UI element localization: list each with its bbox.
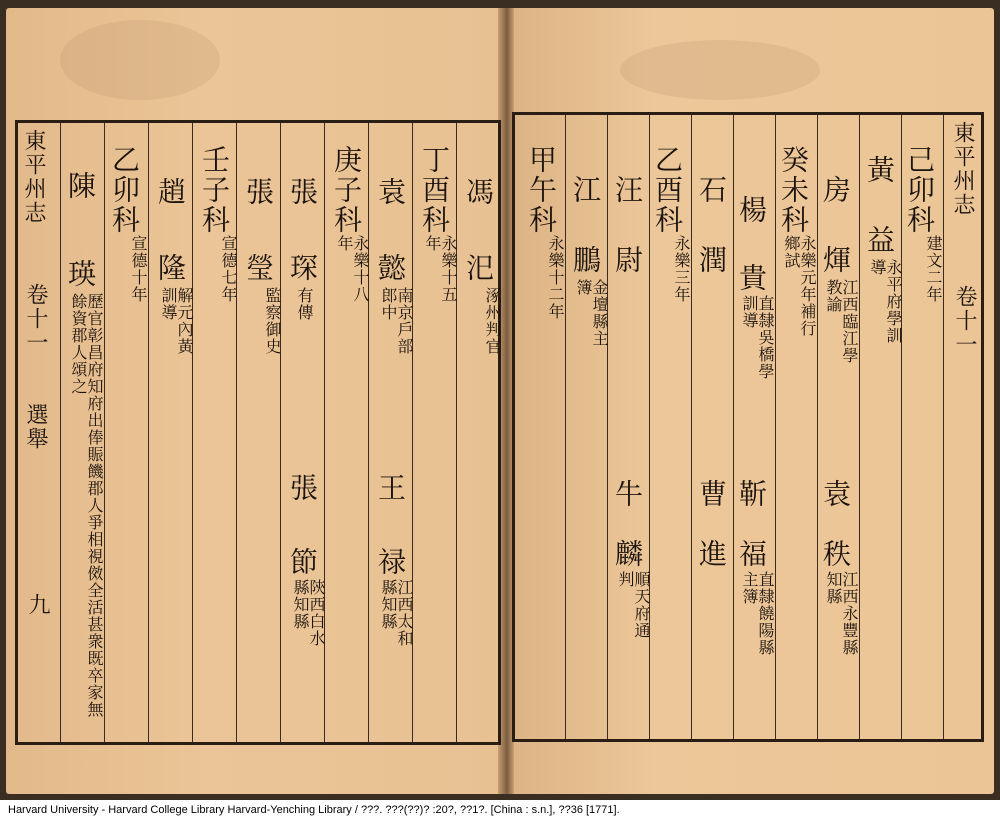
entry-given-name-2: 節	[286, 547, 319, 577]
entry-surname: 張	[286, 177, 319, 207]
entry-given-name: 煇	[819, 245, 852, 275]
entry-surname: 黃	[863, 155, 896, 185]
entry-given-name: 隆	[154, 253, 187, 283]
exam-year-note: 永樂十五年	[423, 235, 458, 303]
entry-given-name-2: 麟	[611, 539, 644, 569]
exam-year-heading: 丁酉科	[418, 145, 451, 235]
entry-surname: 江	[569, 175, 602, 205]
column-rule	[236, 123, 237, 742]
exam-year-heading: 甲午科	[525, 145, 558, 235]
left-margin-page: 九	[25, 593, 50, 617]
entry-surname-2: 曹	[695, 479, 728, 509]
entry-given-name: 琛	[286, 253, 319, 283]
exam-year-heading: 庚子科	[330, 145, 363, 235]
exam-year-note: 永樂十八年	[335, 235, 370, 303]
entry-office: 南京戶部郎中	[379, 287, 414, 355]
column-rule	[859, 115, 860, 739]
column-rule	[324, 123, 325, 742]
right-margin-title: 東平州志	[950, 121, 975, 217]
entry-surname: 楊	[735, 195, 768, 225]
column-rule	[104, 123, 105, 742]
entry-office: 直隸吳橋學訓導	[740, 295, 775, 380]
left-margin-volume: 卷十一	[23, 283, 48, 355]
entry-surname: 趙	[154, 177, 187, 207]
column-rule	[148, 123, 149, 742]
entry-office-2: 江西太和縣知縣	[379, 579, 414, 647]
entry-surname-2: 張	[286, 473, 319, 503]
entry-office: 江西臨江學教諭	[824, 279, 859, 364]
entry-surname-2: 袁	[819, 479, 852, 509]
entry-office: 涿州判官	[483, 287, 502, 355]
entry-given-name: 潤	[695, 245, 728, 275]
exam-year-heading: 乙酉科	[651, 145, 684, 235]
entry-surname: 袁	[374, 177, 407, 207]
right-margin-volume: 卷十一	[952, 285, 977, 357]
banner-divider	[943, 115, 944, 739]
paper-stain	[60, 20, 220, 100]
column-rule	[565, 115, 566, 739]
entry-given-name: 瑛	[64, 259, 97, 289]
column-rule	[901, 115, 902, 739]
column-rule	[649, 115, 650, 739]
entry-note: 有傳	[295, 287, 314, 321]
entry-surname: 張	[242, 177, 275, 207]
entry-office-2: 直隸饒陽縣主簿	[740, 571, 775, 656]
paper-stain	[620, 40, 820, 100]
column-rule	[412, 123, 413, 742]
column-rule	[456, 123, 457, 742]
entry-given-name-2: 福	[735, 539, 768, 569]
entry-given-name: 貴	[735, 263, 768, 293]
exam-year-note: 永樂元年補行鄉試	[782, 235, 817, 337]
column-rule	[733, 115, 734, 739]
library-caption: Harvard University - Harvard College Library Harvard-Yenching Library / ???. ???(??)? :20?, ??1?. [China : s.n.], ??36 [1771].	[8, 804, 620, 816]
entry-office: 金壇縣主簿	[574, 279, 609, 347]
entry-given-name: 尉	[611, 245, 644, 275]
entry-biography: 歷官彰昌府知府出俸賑饑郡人爭相視傚全活甚衆既卒家無餘資郡人頌之	[69, 293, 104, 718]
entry-office: 永平府學訓導	[868, 259, 903, 344]
exam-year-note: 宣德十年	[129, 235, 148, 303]
exam-year-note: 宣德七年	[219, 235, 238, 303]
exam-year-heading: 乙卯科	[108, 145, 141, 235]
entry-given-name: 汜	[462, 253, 495, 283]
left-text-frame	[15, 120, 501, 745]
entry-given-name-2: 進	[695, 539, 728, 569]
entry-office-2: 江西永豐縣知縣	[824, 571, 859, 656]
entry-given-name-2: 秩	[819, 539, 852, 569]
column-rule	[368, 123, 369, 742]
column-rule	[192, 123, 193, 742]
exam-year-note: 永樂三年	[672, 235, 691, 303]
exam-year-note: 永樂十二年	[546, 235, 565, 320]
banner-divider	[60, 123, 61, 742]
entry-surname-2: 靳	[735, 479, 768, 509]
entry-surname: 房	[819, 175, 852, 205]
column-rule	[691, 115, 692, 739]
column-rule	[775, 115, 776, 739]
left-margin-section: 選舉	[23, 403, 48, 451]
exam-year-heading: 癸未科	[777, 145, 810, 235]
entry-surname-2: 牛	[611, 479, 644, 509]
entry-given-name-2: 禄	[374, 547, 407, 577]
entry-given-name: 益	[863, 225, 896, 255]
column-rule	[280, 123, 281, 742]
entry-surname-2: 王	[374, 473, 407, 503]
entry-given-name: 瑩	[242, 253, 275, 283]
left-margin-title: 東平州志	[21, 129, 46, 225]
entry-office: 解元內黃訓導	[159, 287, 194, 355]
column-rule	[817, 115, 818, 739]
entry-office-2: 順天府通判	[616, 571, 651, 639]
entry-surname: 石	[695, 175, 728, 205]
entry-office-2: 陝西白水縣知縣	[291, 579, 326, 647]
column-rule	[607, 115, 608, 739]
exam-year-heading: 壬子科	[198, 145, 231, 235]
entry-office: 監察御史	[263, 287, 282, 355]
entry-given-name: 鵬	[569, 245, 602, 275]
entry-given-name: 懿	[374, 253, 407, 283]
exam-year-note: 建文二年	[924, 235, 943, 303]
exam-year-heading: 己卯科	[903, 145, 936, 235]
entry-surname: 馮	[462, 177, 495, 207]
entry-surname: 汪	[611, 175, 644, 205]
entry-surname: 陳	[64, 171, 97, 201]
right-text-frame	[512, 112, 984, 742]
